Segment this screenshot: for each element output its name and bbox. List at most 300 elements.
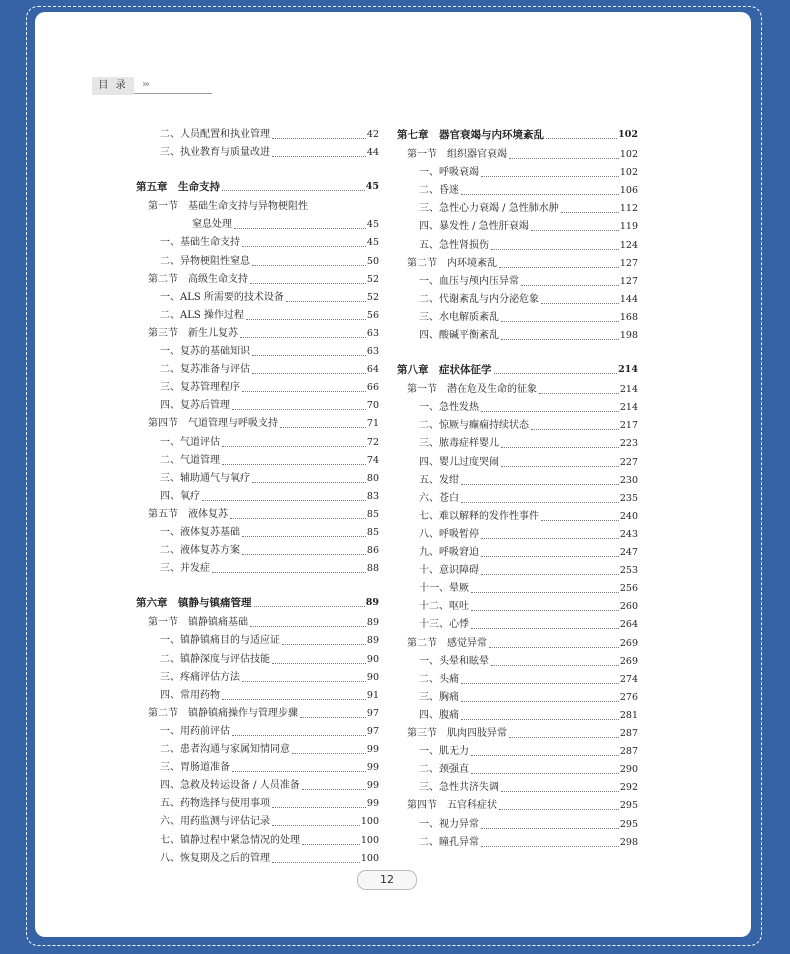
toc-chapter[interactable] bbox=[136, 181, 379, 193]
toc-section[interactable] bbox=[407, 800, 638, 812]
toc-entry-page: 99 bbox=[366, 762, 379, 774]
toc-entry-title: 一、血压与颅内压异常 bbox=[419, 275, 519, 287]
dot-leader bbox=[521, 285, 619, 286]
toc-entry[interactable] bbox=[160, 473, 379, 485]
toc-entry-title: 三、复苏管理程序 bbox=[160, 382, 240, 394]
toc-entry-page: 88 bbox=[366, 563, 379, 575]
dot-leader bbox=[302, 844, 360, 845]
toc-entry-page: 97 bbox=[366, 707, 379, 719]
toc-section[interactable] bbox=[148, 274, 379, 286]
dot-leader bbox=[494, 373, 618, 374]
dot-leader bbox=[272, 862, 360, 863]
toc-entry[interactable] bbox=[160, 237, 379, 249]
dot-leader bbox=[252, 482, 366, 483]
dot-leader bbox=[302, 789, 366, 790]
toc-entry-page: 74 bbox=[366, 454, 379, 466]
dot-leader bbox=[230, 518, 366, 519]
toc-entry[interactable] bbox=[160, 798, 379, 810]
toc-entry-title: 第二节 感觉异常 bbox=[407, 637, 487, 649]
toc-entry-title: 第三节 新生儿复苏 bbox=[148, 327, 238, 339]
toc-entry-title: 六、苍白 bbox=[419, 492, 459, 504]
toc-entry[interactable] bbox=[419, 529, 638, 541]
toc-entry-page: 295 bbox=[619, 818, 638, 830]
toc-entry[interactable] bbox=[419, 330, 638, 342]
dot-leader bbox=[272, 156, 366, 157]
page-number: 12 bbox=[357, 870, 417, 890]
toc-entry-title: 二、头痛 bbox=[419, 673, 459, 685]
toc-entry-title: 二、昏迷 bbox=[419, 185, 459, 197]
toc-entry-page: 281 bbox=[619, 709, 638, 721]
toc-entry-title: 第八章 症状体征学 bbox=[397, 364, 492, 377]
toc-entry-page: 50 bbox=[366, 255, 379, 267]
toc-entry-page: 70 bbox=[366, 400, 379, 412]
toc-entry[interactable] bbox=[160, 382, 379, 394]
toc-entry-page: 63 bbox=[366, 346, 379, 357]
toc-entry-page: 86 bbox=[366, 545, 379, 557]
toc-entry[interactable] bbox=[160, 310, 379, 322]
toc-section[interactable] bbox=[407, 728, 638, 740]
dot-leader bbox=[212, 572, 366, 573]
toc-section[interactable] bbox=[148, 418, 379, 430]
toc-section[interactable] bbox=[407, 384, 638, 396]
toc-entry[interactable] bbox=[419, 710, 638, 722]
toc-entry[interactable] bbox=[160, 835, 379, 847]
dot-leader bbox=[250, 626, 366, 627]
dot-leader bbox=[222, 464, 366, 465]
toc-entry-title: 八、恢复期及之后的管理 bbox=[160, 852, 270, 864]
toc-entry[interactable] bbox=[419, 565, 638, 577]
dot-leader bbox=[232, 735, 366, 736]
dot-leader bbox=[509, 737, 619, 738]
toc-entry-page: 102 bbox=[618, 129, 638, 140]
toc-entry-title: 一、气道评估 bbox=[160, 436, 220, 448]
dot-leader bbox=[252, 373, 366, 374]
toc-entry[interactable] bbox=[160, 147, 379, 159]
toc-entry-title: 一、急性发热 bbox=[419, 402, 479, 414]
dot-leader bbox=[501, 321, 619, 322]
toc-entry-page: 44 bbox=[366, 147, 379, 159]
toc-entry[interactable] bbox=[160, 437, 379, 449]
toc-entry-title: 十、意识障碍 bbox=[419, 565, 479, 577]
toc-entry-page: 112 bbox=[619, 203, 638, 215]
toc-entry[interactable] bbox=[160, 527, 379, 539]
toc-entry-page: 71 bbox=[366, 418, 379, 430]
toc-entry[interactable] bbox=[160, 816, 379, 828]
toc-entry-page: 290 bbox=[619, 764, 638, 776]
toc-entry[interactable] bbox=[160, 346, 379, 358]
dot-leader bbox=[471, 592, 619, 593]
toc-entry-page: 217 bbox=[619, 420, 638, 432]
toc-chapter[interactable] bbox=[397, 129, 638, 141]
toc-entry[interactable] bbox=[160, 256, 379, 268]
dot-leader bbox=[501, 339, 619, 340]
dot-leader bbox=[489, 647, 619, 648]
toc-entry[interactable] bbox=[419, 402, 638, 414]
toc-entry-page: 42 bbox=[366, 129, 379, 140]
toc-entry-title: 十一、晕厥 bbox=[419, 583, 469, 595]
toc-entry-title: 第一节 潜在危及生命的征象 bbox=[407, 384, 537, 396]
toc-entry-page: 243 bbox=[619, 528, 638, 540]
dot-leader bbox=[234, 228, 366, 229]
toc-entry-title: 四、常用药物 bbox=[160, 689, 220, 701]
toc-entry[interactable] bbox=[419, 438, 638, 450]
toc-entry[interactable] bbox=[419, 674, 638, 686]
toc-entry[interactable] bbox=[419, 221, 638, 233]
toc-entry-page: 99 bbox=[366, 780, 379, 792]
dot-leader bbox=[242, 246, 366, 247]
toc-entry-title: 八、呼吸暂停 bbox=[419, 528, 479, 540]
toc-entry-title: 十二、呕吐 bbox=[419, 601, 469, 613]
toc-section[interactable] bbox=[148, 509, 379, 521]
toc-chapter[interactable] bbox=[136, 597, 379, 609]
toc-entry-page: 100 bbox=[360, 816, 379, 828]
toc-section[interactable] bbox=[407, 149, 638, 161]
toc-entry-page: 90 bbox=[366, 653, 379, 665]
toc-entry-title: 二、气道管理 bbox=[160, 454, 220, 466]
toc-entry-page: 102 bbox=[619, 167, 638, 179]
toc-entry-page: 119 bbox=[619, 221, 638, 233]
toc-entry-page: 198 bbox=[619, 330, 638, 341]
dot-leader bbox=[461, 484, 619, 485]
dot-leader bbox=[546, 138, 617, 139]
toc-header bbox=[92, 77, 212, 95]
toc-entry[interactable] bbox=[419, 493, 638, 505]
toc-entry-title: 十三、心悸 bbox=[419, 619, 469, 631]
toc-entry-page: 56 bbox=[366, 309, 379, 321]
toc-entry-title: 第五章 生命支持 bbox=[136, 181, 220, 194]
dot-leader bbox=[272, 138, 366, 139]
toc-entry-page: 72 bbox=[366, 436, 379, 448]
toc-page bbox=[35, 12, 751, 937]
toc-entry-title: 三、急性心力衰竭 / 急性肺水肿 bbox=[419, 203, 559, 215]
dot-leader bbox=[471, 773, 619, 774]
toc-entry-page: 214 bbox=[618, 364, 638, 376]
toc-entry-page: 127 bbox=[619, 275, 638, 287]
toc-entry-page: 230 bbox=[619, 474, 638, 486]
dot-leader bbox=[250, 283, 366, 284]
toc-entry-page: 260 bbox=[619, 601, 638, 613]
toc-entry-page: 144 bbox=[619, 293, 638, 305]
toc-entry[interactable] bbox=[419, 819, 638, 831]
toc-entry-title: 第一节 镇静镇痛基础 bbox=[148, 617, 248, 629]
toc-entry-page: 214 bbox=[619, 384, 638, 396]
dot-leader bbox=[232, 409, 366, 410]
toc-entry[interactable] bbox=[419, 511, 638, 523]
toc-entry[interactable] bbox=[160, 292, 379, 304]
toc-entry-page: 64 bbox=[366, 364, 379, 376]
toc-entry[interactable] bbox=[419, 475, 638, 487]
toc-entry-title: 二、代谢紊乱与内分泌危象 bbox=[419, 293, 539, 305]
toc-entry-title: 三、胃肠道准备 bbox=[160, 762, 230, 774]
toc-entry[interactable] bbox=[160, 780, 379, 792]
toc-entry[interactable] bbox=[160, 744, 379, 756]
toc-entry-page: 102 bbox=[619, 149, 638, 160]
toc-entry-title: 四、复苏后管理 bbox=[160, 400, 230, 412]
toc-entry[interactable] bbox=[160, 654, 379, 666]
toc-entry[interactable] bbox=[160, 400, 379, 412]
toc-entry-page: 298 bbox=[619, 836, 638, 848]
toc-entry-title: 二、患者沟通与家属知情同意 bbox=[160, 744, 290, 755]
toc-entry-title: 二、异物梗阻性窒息 bbox=[160, 255, 250, 267]
toc-entry[interactable] bbox=[160, 853, 379, 865]
dot-leader bbox=[471, 755, 619, 756]
dot-leader bbox=[222, 699, 366, 700]
dot-leader bbox=[280, 427, 366, 428]
toc-entry-page: 52 bbox=[366, 291, 379, 303]
toc-entry[interactable] bbox=[192, 219, 379, 231]
toc-entry[interactable] bbox=[160, 690, 379, 702]
toc-entry[interactable] bbox=[419, 837, 638, 849]
toc-entry-page: 287 bbox=[619, 728, 638, 739]
toc-entry-page: 99 bbox=[366, 798, 379, 810]
toc-entry-page: 274 bbox=[619, 673, 638, 685]
toc-entry-title: 第二节 高级生命支持 bbox=[148, 273, 248, 285]
toc-entry-title: 一、液体复苏基础 bbox=[160, 527, 240, 538]
dot-leader bbox=[222, 190, 365, 191]
toc-entry-title: 第五节 液体复苏 bbox=[148, 508, 228, 520]
toc-entry-page: 89 bbox=[365, 597, 379, 609]
toc-entry[interactable] bbox=[419, 547, 638, 559]
dot-leader bbox=[461, 683, 619, 684]
toc-entry-page: 89 bbox=[366, 635, 379, 647]
toc-entry-page: 90 bbox=[366, 671, 379, 683]
toc-entry-title: 三、水电解质紊乱 bbox=[419, 311, 499, 323]
toc-section[interactable] bbox=[148, 201, 379, 213]
dot-leader bbox=[252, 355, 366, 356]
toc-entry-title: 四、暴发性 / 急性肝衰竭 bbox=[419, 221, 529, 233]
toc-entry-title: 第一节 基础生命支持与异物梗阻性 bbox=[148, 201, 308, 213]
toc-entry-page: 45 bbox=[366, 237, 379, 249]
toc-section[interactable] bbox=[148, 617, 379, 629]
toc-entry-page: 264 bbox=[619, 619, 638, 631]
chevron-right-icon: ››› bbox=[142, 79, 148, 90]
toc-entry-title: 七、难以解释的发作性事件 bbox=[419, 510, 539, 522]
toc-entry-page: 227 bbox=[619, 456, 638, 468]
dot-leader bbox=[561, 212, 619, 213]
dot-leader bbox=[272, 825, 360, 826]
toc-entry-page: 269 bbox=[619, 637, 638, 649]
toc-entry-title: 二、颈强直 bbox=[419, 764, 469, 776]
toc-entry-title: 第二节 镇静镇痛操作与管理步骤 bbox=[148, 707, 298, 719]
toc-entry[interactable] bbox=[419, 746, 638, 758]
toc-entry[interactable] bbox=[160, 726, 379, 738]
toc-entry-page: 256 bbox=[619, 583, 638, 595]
toc-entry-title: 九、呼吸窘迫 bbox=[419, 547, 479, 558]
dot-leader bbox=[541, 520, 619, 521]
toc-entry-title: 四、急救及转运设备 / 人员准备 bbox=[160, 780, 300, 792]
toc-entry-title: 第七章 器官衰竭与内环境紊乱 bbox=[397, 129, 544, 141]
toc-entry-page: 66 bbox=[366, 382, 379, 394]
toc-entry-title: 一、用药前评估 bbox=[160, 725, 230, 737]
toc-entry-title: 五、发绀 bbox=[419, 474, 459, 486]
toc-entry-page: 100 bbox=[360, 852, 379, 864]
dot-leader bbox=[491, 665, 619, 666]
dot-leader bbox=[539, 393, 619, 394]
dot-leader bbox=[471, 610, 619, 611]
toc-entry-title: 一、复苏的基础知识 bbox=[160, 346, 250, 357]
toc-entry-page: 292 bbox=[619, 782, 638, 794]
dot-leader bbox=[509, 158, 619, 159]
dot-leader bbox=[531, 230, 619, 231]
dot-leader bbox=[240, 337, 366, 338]
toc-entry-page: 100 bbox=[360, 834, 379, 846]
toc-entry[interactable] bbox=[419, 692, 638, 704]
dot-leader bbox=[282, 644, 366, 645]
toc-entry-title: 二、惊厥与癫痫持续状态 bbox=[419, 420, 529, 432]
dot-leader bbox=[491, 249, 619, 250]
toc-entry-page: 83 bbox=[366, 490, 379, 502]
toc-entry-page: 45 bbox=[366, 219, 379, 231]
toc-entry-title: 一、呼吸衰竭 bbox=[419, 167, 479, 179]
dot-leader bbox=[531, 429, 619, 430]
toc-entry-title: 四、腹痛 bbox=[419, 709, 459, 721]
toc-entry-page: 168 bbox=[619, 311, 638, 323]
toc-entry-title: 三、脓毒症样婴儿 bbox=[419, 438, 499, 450]
toc-entry-title: 二、液体复苏方案 bbox=[160, 545, 240, 557]
dot-leader bbox=[254, 606, 365, 607]
toc-entry-page: 295 bbox=[619, 800, 638, 812]
toc-entry-title: 一、视力异常 bbox=[419, 818, 479, 830]
dot-leader bbox=[501, 791, 619, 792]
toc-entry-title: 四、氧疗 bbox=[160, 490, 200, 502]
dot-leader bbox=[272, 807, 366, 808]
toc-entry-title: 六、用药监测与评估记录 bbox=[160, 816, 270, 828]
dot-leader bbox=[501, 447, 619, 448]
toc-entry-title: 七、镇静过程中紧急情况的处理 bbox=[160, 834, 300, 846]
toc-entry-title: 一、镇静镇痛目的与适应证 bbox=[160, 635, 280, 647]
toc-entry-title: 第二节 内环境紊乱 bbox=[407, 257, 497, 269]
toc-entry-page: 223 bbox=[619, 438, 638, 450]
toc-entry-page: 240 bbox=[619, 510, 638, 522]
toc-section[interactable] bbox=[148, 708, 379, 720]
toc-entry-title: 第四节 五官科症状 bbox=[407, 800, 497, 812]
toc-header-label: 目 录 bbox=[92, 77, 134, 95]
dot-leader bbox=[501, 466, 619, 467]
toc-entry-page: 214 bbox=[619, 402, 638, 414]
toc-entry-page: 45 bbox=[365, 181, 379, 193]
toc-entry-title: 二、人员配置和执业管理 bbox=[160, 129, 270, 140]
toc-entry-page: 287 bbox=[619, 746, 638, 758]
toc-entry[interactable] bbox=[160, 455, 379, 467]
dot-leader bbox=[246, 319, 366, 320]
dot-leader bbox=[242, 681, 366, 682]
toc-entry[interactable] bbox=[160, 364, 379, 376]
toc-section[interactable] bbox=[407, 258, 638, 270]
toc-entry[interactable] bbox=[419, 782, 638, 794]
toc-entry[interactable] bbox=[419, 583, 638, 595]
toc-entry[interactable] bbox=[419, 240, 638, 252]
toc-entry-page: 106 bbox=[619, 185, 638, 197]
toc-entry-title: 四、酸碱平衡紊乱 bbox=[419, 330, 499, 341]
toc-entry-page: 97 bbox=[366, 725, 379, 737]
toc-entry-title: 二、瞳孔异常 bbox=[419, 836, 479, 848]
toc-entry-title: 三、疼痛评估方法 bbox=[160, 671, 240, 683]
dot-leader bbox=[242, 554, 366, 555]
toc-entry-page: 276 bbox=[619, 691, 638, 703]
dot-leader bbox=[252, 265, 366, 266]
dot-leader bbox=[499, 809, 619, 810]
toc-chapter[interactable] bbox=[397, 364, 638, 376]
dot-leader bbox=[272, 663, 366, 664]
toc-entry[interactable] bbox=[419, 185, 638, 197]
toc-entry[interactable] bbox=[160, 635, 379, 647]
dot-leader bbox=[541, 303, 619, 304]
toc-entry[interactable] bbox=[419, 656, 638, 668]
toc-entry-title: 二、镇静深度与评估技能 bbox=[160, 653, 270, 665]
toc-entry-title: 一、头晕和眩晕 bbox=[419, 655, 489, 667]
toc-entry[interactable] bbox=[160, 129, 379, 141]
dot-leader bbox=[461, 701, 619, 702]
toc-entry-page: 235 bbox=[619, 492, 638, 504]
dot-leader bbox=[481, 574, 619, 575]
toc-entry[interactable] bbox=[419, 294, 638, 306]
toc-entry[interactable] bbox=[419, 764, 638, 776]
toc-entry-page: 63 bbox=[366, 327, 379, 339]
toc-entry[interactable] bbox=[160, 762, 379, 774]
toc-entry-title: 二、复苏准备与评估 bbox=[160, 364, 250, 376]
toc-entry-page: 253 bbox=[619, 565, 638, 577]
toc-section[interactable] bbox=[148, 328, 379, 340]
toc-entry[interactable] bbox=[160, 545, 379, 557]
toc-entry-page: 247 bbox=[619, 547, 638, 558]
toc-entry-page: 85 bbox=[366, 508, 379, 520]
toc-entry-title: 第四节 气道管理与呼吸支持 bbox=[148, 418, 278, 430]
dot-leader bbox=[286, 301, 366, 302]
dot-leader bbox=[481, 176, 619, 177]
toc-entry-page: 52 bbox=[366, 273, 379, 285]
toc-entry-title: 二、ALS 操作过程 bbox=[160, 309, 244, 321]
toc-entry[interactable] bbox=[419, 312, 638, 324]
dot-leader bbox=[232, 771, 366, 772]
header-underline bbox=[134, 93, 212, 94]
toc-entry-title: 三、辅助通气与氧疗 bbox=[160, 472, 250, 484]
toc-entry[interactable] bbox=[419, 276, 638, 288]
toc-entry-title: 第一节 组织器官衰竭 bbox=[407, 149, 507, 160]
toc-entry-title: 五、急性肾损伤 bbox=[419, 239, 489, 251]
toc-entry[interactable] bbox=[419, 457, 638, 469]
dot-leader bbox=[202, 500, 366, 501]
toc-entry-title: 三、急性共济失调 bbox=[419, 782, 499, 794]
dot-leader bbox=[461, 719, 619, 720]
toc-entry-title: 五、药物选择与使用事项 bbox=[160, 798, 270, 810]
dot-leader bbox=[222, 446, 366, 447]
toc-entry[interactable] bbox=[160, 563, 379, 575]
toc-entry-page: 269 bbox=[619, 655, 638, 667]
toc-entry-page: 85 bbox=[366, 527, 379, 538]
toc-entry[interactable] bbox=[419, 601, 638, 613]
toc-entry[interactable] bbox=[419, 420, 638, 432]
dot-leader bbox=[292, 753, 366, 754]
dot-leader bbox=[300, 717, 366, 718]
toc-section[interactable] bbox=[407, 638, 638, 650]
toc-entry[interactable] bbox=[419, 203, 638, 215]
dot-leader bbox=[481, 538, 619, 539]
dot-leader bbox=[471, 628, 619, 629]
toc-entry-title: 第六章 镇静与镇痛管理 bbox=[136, 597, 252, 610]
toc-entry-title: 三、并发症 bbox=[160, 563, 210, 575]
toc-entry[interactable] bbox=[160, 672, 379, 684]
toc-entry-title: 四、婴儿过度哭闹 bbox=[419, 456, 499, 468]
dot-leader bbox=[481, 411, 619, 412]
toc-entry[interactable] bbox=[419, 167, 638, 179]
toc-entry[interactable] bbox=[160, 491, 379, 503]
toc-entry[interactable] bbox=[419, 619, 638, 631]
toc-entry-title: 窒息处理 bbox=[192, 219, 232, 231]
dot-leader bbox=[242, 391, 366, 392]
toc-entry-page: 91 bbox=[366, 689, 379, 701]
dot-leader bbox=[242, 536, 366, 537]
dot-leader bbox=[499, 267, 619, 268]
